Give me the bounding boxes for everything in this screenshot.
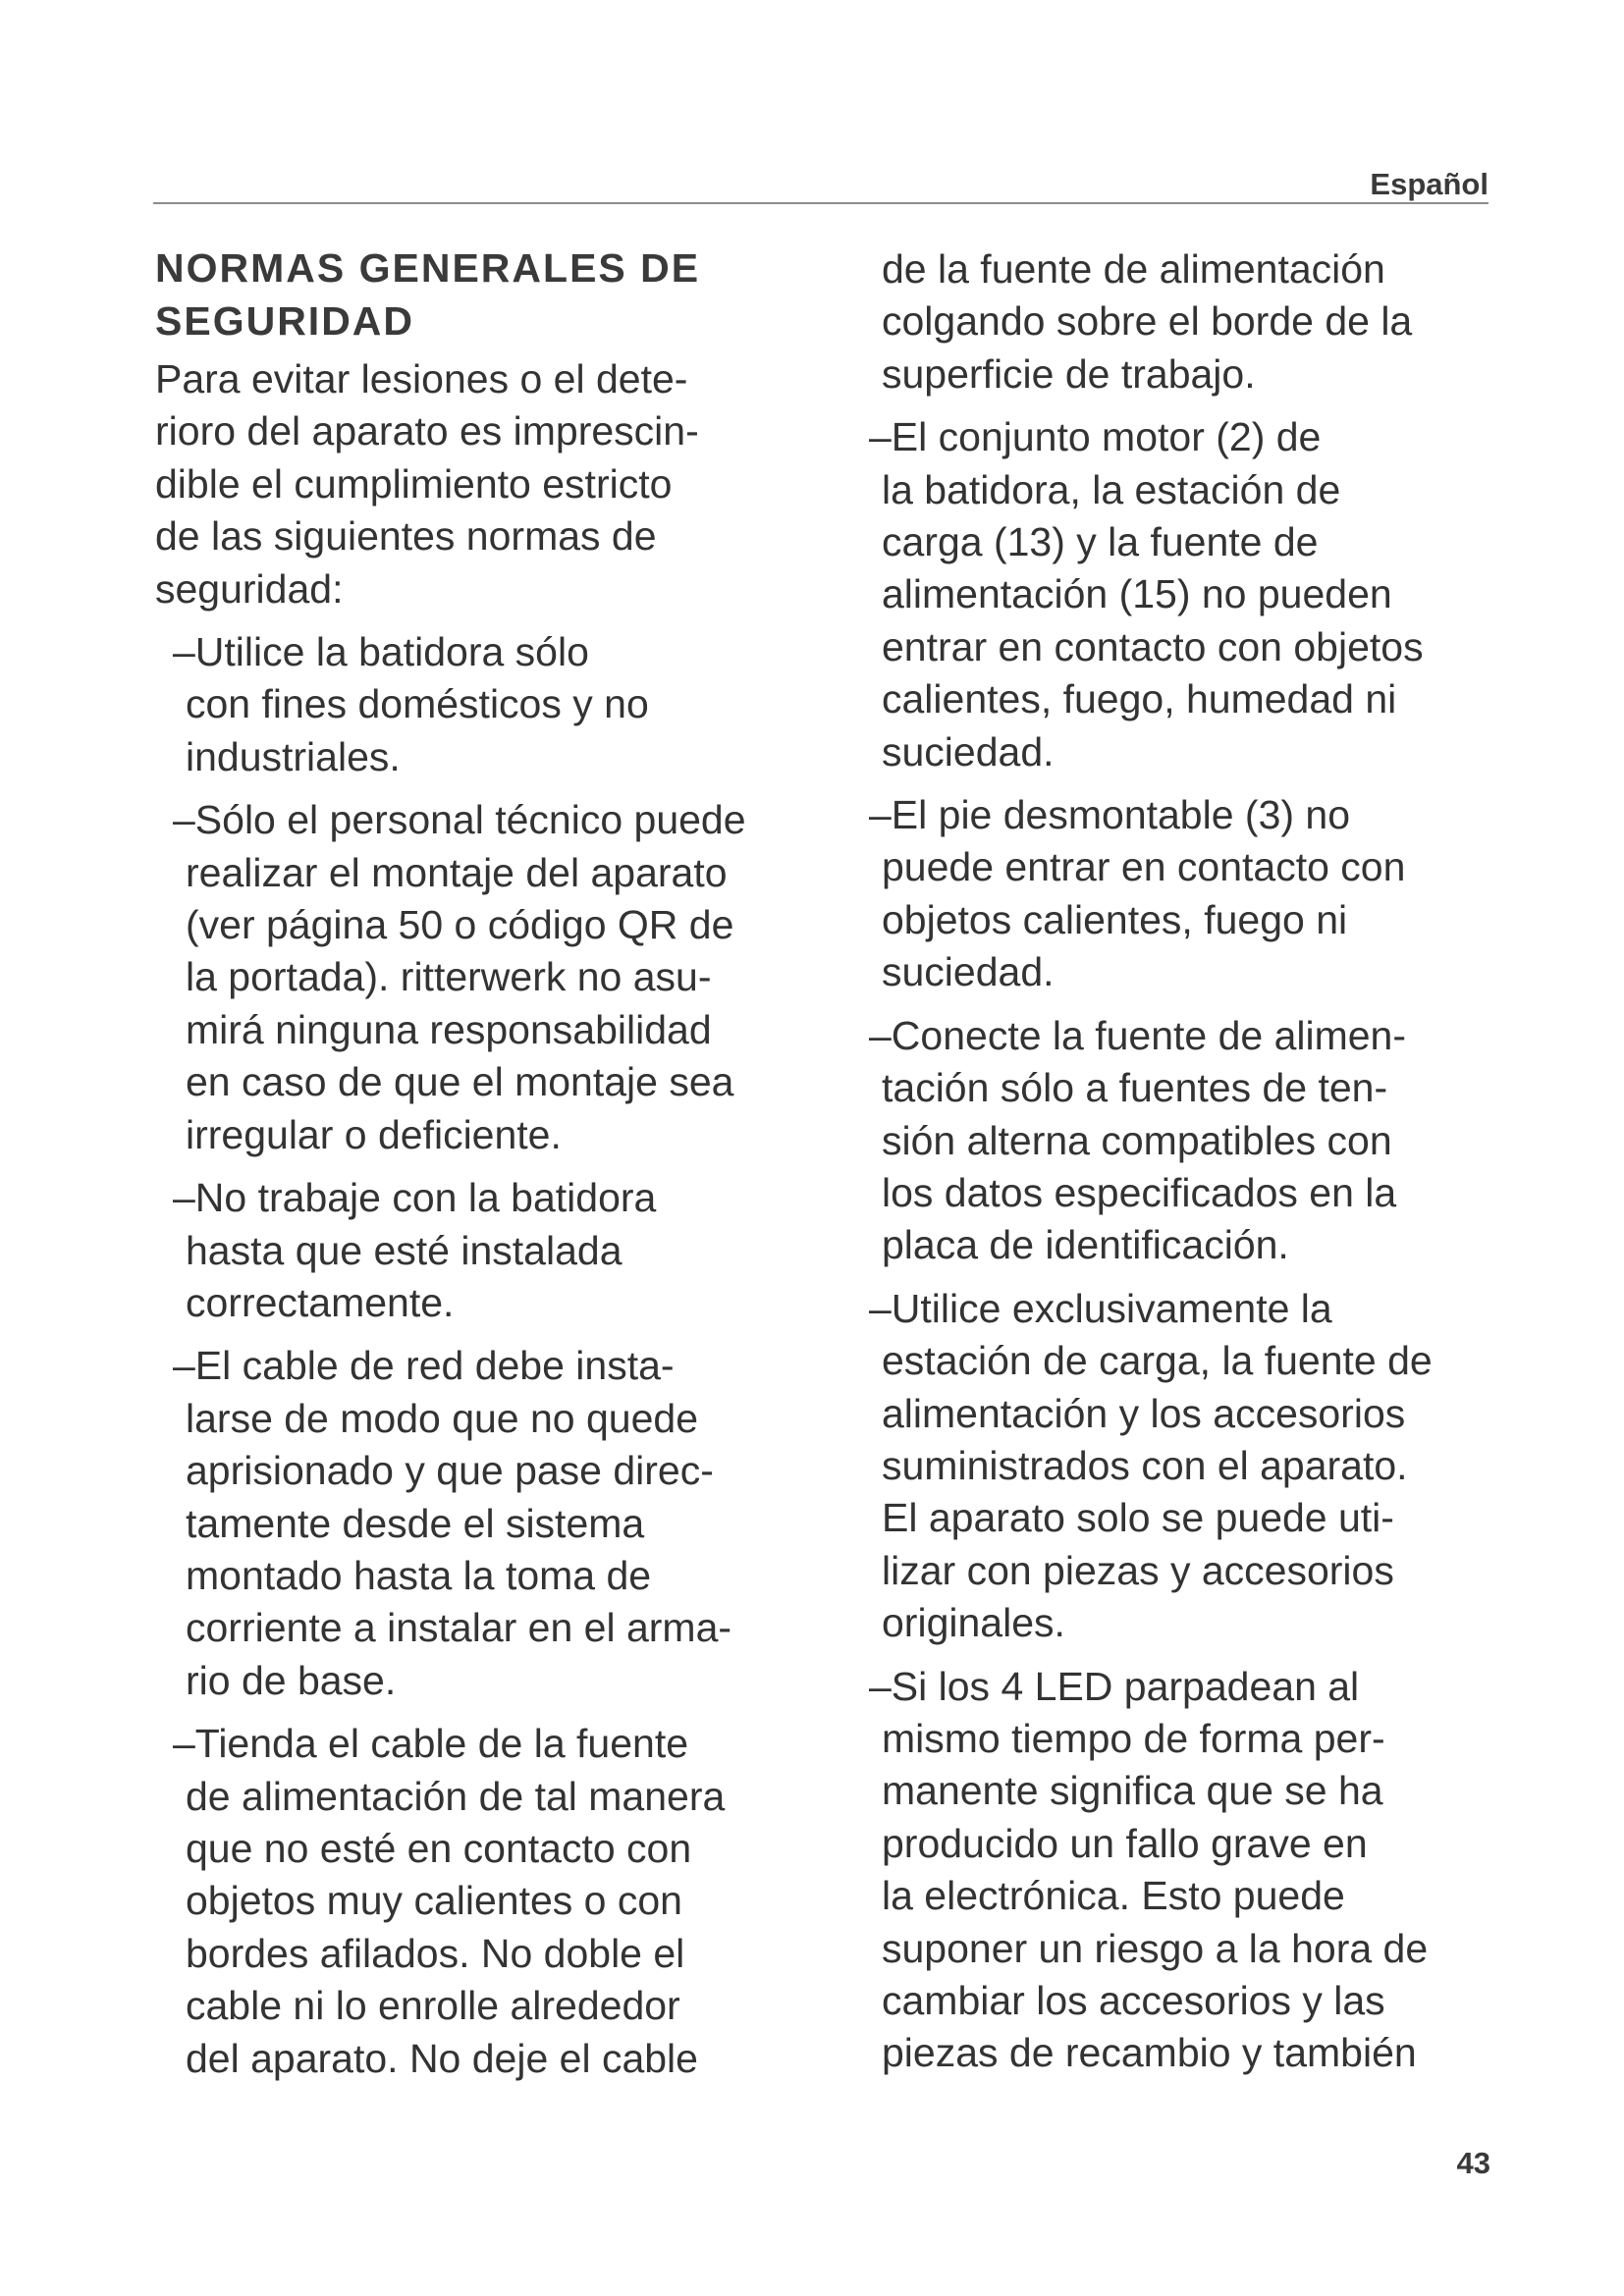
text-line: rio de base. — [186, 1657, 397, 1703]
list-item — [173, 1340, 833, 1707]
text-line: –El pie desmontable (3) no — [869, 792, 1351, 838]
text-line: alimentación (15) no pueden — [882, 571, 1392, 617]
text-line: –Utilice la batidora sólo — [173, 629, 589, 675]
text-line: –El cable de red debe insta- — [173, 1343, 675, 1389]
text-line: suponer un riesgo a la hora de — [882, 1925, 1429, 1971]
heading-line: NORMAS GENERALES DE — [155, 245, 701, 291]
text-line: la batidora, la estación de — [882, 466, 1341, 512]
list-item — [173, 626, 833, 783]
text-line: que no esté en contacto con — [186, 1825, 692, 1871]
text-line: tamente desde el sistema — [186, 1500, 645, 1546]
text-line: corriente a instalar en el arma- — [186, 1605, 732, 1651]
text-line: la portada). ritterwerk no asu- — [186, 954, 712, 1000]
text-line: sión alterna compatibles con — [882, 1117, 1392, 1163]
text-line: carga (13) y la fuente de — [882, 519, 1319, 565]
list-item — [173, 1172, 833, 1329]
text-line: hasta que esté instalada — [186, 1227, 623, 1273]
text-line: con fines domésticos y no — [186, 681, 649, 727]
text-line: de la fuente de alimentación — [882, 246, 1385, 292]
text-line: –El conjunto motor (2) de — [869, 414, 1322, 460]
text-line: suciedad. — [882, 728, 1055, 774]
list-item — [869, 789, 1500, 999]
text-line: rioro del aparato es imprescin- — [155, 408, 699, 454]
text-line: placa de identificación. — [882, 1222, 1289, 1268]
text-line: estación de carga, la fuente de — [882, 1338, 1433, 1384]
text-line: dible el cumplimiento estricto — [155, 460, 673, 507]
header-rule — [153, 202, 1489, 204]
text-line: (ver página 50 o código QR de — [186, 902, 734, 948]
text-line: entrar en contacto con objetos — [882, 623, 1424, 669]
text-line: alimentación y los accesorios — [882, 1390, 1406, 1436]
text-line: realizar el montaje del aparato — [186, 849, 728, 895]
text-line: –Tienda el cable de la fuente — [173, 1721, 689, 1767]
text-line: mirá ninguna responsabilidad — [186, 1006, 712, 1052]
text-line: cable ni lo enrolle alrededor — [186, 1983, 680, 2029]
text-line: –Conecte la fuente de alimen- — [869, 1012, 1407, 1058]
text-line: El aparato solo se puede uti- — [882, 1495, 1394, 1541]
list-item — [173, 1718, 833, 2085]
text-line: lizar con piezas y accesorios — [882, 1547, 1394, 1593]
text-line: piezas de recambio y también — [882, 2030, 1417, 2076]
text-line: producido un fallo grave en — [882, 1820, 1368, 1866]
text-line: originales. — [882, 1600, 1065, 1646]
text-line: bordes afilados. No doble el — [186, 1930, 685, 1976]
text-line: puede entrar en contacto con — [882, 844, 1406, 890]
text-line: suministrados con el aparato. — [882, 1442, 1408, 1488]
text-line: larse de modo que no quede — [186, 1395, 699, 1441]
text-line: cambiar los accesorios y las — [882, 1978, 1385, 2023]
text-line: de las siguientes normas de — [155, 513, 657, 560]
text-line: tación sólo a fuentes de ten- — [882, 1065, 1388, 1111]
text-line: objetos muy calientes o con — [186, 1878, 682, 1924]
text-line: de alimentación de tal manera — [186, 1773, 726, 1819]
text-line: seguridad: — [155, 565, 344, 612]
text-line: la electrónica. Esto puede — [882, 1873, 1345, 1919]
heading-line: SEGURIDAD — [155, 298, 415, 344]
text-line: manente significa que se ha — [882, 1768, 1383, 1814]
text-line: objetos calientes, fuego ni — [882, 896, 1348, 942]
text-line: colgando sobre el borde de la — [882, 298, 1413, 345]
text-line: en caso de que el montaje sea — [186, 1059, 734, 1105]
text-line: correctamente. — [186, 1279, 455, 1325]
list-item — [869, 411, 1500, 778]
text-line: industriales. — [186, 733, 401, 779]
list-item — [869, 1010, 1500, 1272]
text-line: montado hasta la toma de — [186, 1552, 652, 1598]
text-line: –Utilice exclusivamente la — [869, 1285, 1332, 1331]
text-line: suciedad. — [882, 949, 1055, 995]
right-column — [869, 243, 1500, 2080]
text-line: mismo tiempo de forma per- — [882, 1715, 1385, 1761]
text-line: –Si los 4 LED parpadean al — [869, 1663, 1360, 1709]
text-line: calientes, fuego, humedad ni — [882, 676, 1397, 722]
list-item-continuation — [882, 243, 1500, 400]
language-label: Español — [1370, 167, 1489, 201]
text-line: los datos especificados en la — [882, 1169, 1397, 1215]
left-column — [155, 241, 833, 2085]
text-line: –No trabaje con la batidora — [173, 1175, 657, 1221]
text-line: –Sólo el personal técnico puede — [173, 797, 746, 843]
section-heading — [155, 241, 833, 347]
list-item — [869, 1283, 1500, 1650]
text-line: Para evitar lesiones o el dete- — [155, 356, 688, 401]
page-number: 43 — [1456, 2146, 1490, 2180]
list-item — [173, 794, 833, 1161]
text-line: superficie de trabajo. — [882, 350, 1256, 397]
list-item — [869, 1661, 1500, 2080]
text-line: irregular o deficiente. — [186, 1111, 562, 1157]
text-line: del aparato. No deje el cable — [186, 2035, 698, 2081]
intro-paragraph — [155, 353, 833, 615]
text-line: aprisionado y que pase direc- — [186, 1448, 714, 1494]
